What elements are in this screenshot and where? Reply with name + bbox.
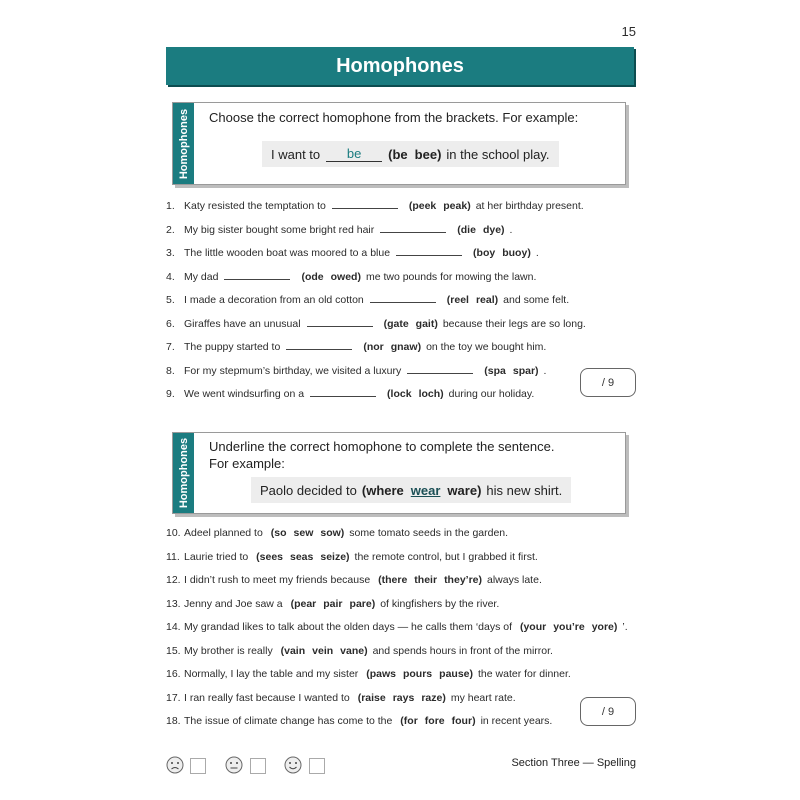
option-word[interactable]: pours [402, 668, 433, 680]
question-text: Laurie tried to [184, 550, 249, 563]
instruction-box-2 [172, 432, 626, 514]
question-text-end: at her birthday present. [475, 200, 584, 212]
question-number: 18. [166, 715, 181, 727]
question-number: 10. [166, 527, 181, 539]
answer-blank[interactable] [370, 292, 436, 303]
question-text: My brother is really [184, 644, 273, 657]
question-row [166, 386, 636, 400]
question-text-end: and spends hours in front of the mirror. [372, 644, 553, 657]
question-row [166, 363, 636, 377]
options: (so sew sow) [270, 527, 345, 539]
answer-blank[interactable] [332, 198, 398, 209]
example2-suffix: his new shirt. [486, 482, 563, 498]
question-row [166, 645, 636, 657]
option-word[interactable]: you’re [553, 621, 585, 633]
instruction-box-1 [172, 102, 626, 185]
question-number: 4. [166, 270, 175, 283]
option-word[interactable]: they’re [444, 574, 479, 586]
options: (nor gnaw) [363, 341, 422, 353]
question-number: 16. [166, 668, 181, 680]
question-text: We went windsurfing on a [184, 388, 305, 400]
option-word[interactable]: dye [482, 223, 502, 236]
options: (for fore four) [400, 715, 476, 727]
section-tab-1: Homophones [173, 103, 194, 184]
score-box-2: / 9 [580, 697, 636, 726]
question-text: I didn’t rush to meet my friends because [184, 574, 371, 586]
question-number: 2. [166, 223, 175, 236]
neutral-face-icon[interactable] [225, 756, 243, 774]
option-word[interactable]: sow [320, 527, 341, 539]
question-text: Jenny and Joe saw a [184, 597, 283, 610]
question-text-end: because their legs are so long. [442, 317, 586, 330]
options: (boy buoy) [473, 247, 531, 259]
question-row [166, 574, 636, 586]
options: (your you’re yore) [519, 621, 618, 633]
options: (reel real) [446, 294, 499, 306]
example-options: (be bee) [388, 146, 442, 162]
question-text-end: . [535, 247, 539, 259]
option-word[interactable]: loch [418, 388, 441, 400]
option-word[interactable]: their [414, 574, 438, 586]
option-word[interactable]: sees [259, 550, 283, 563]
question-row [166, 316, 636, 330]
example2-prefix: Paolo decided to [260, 482, 357, 498]
question-text-end: during our holiday. [448, 388, 535, 400]
question-text: My dad [184, 270, 219, 283]
question-number: 11. [166, 550, 180, 563]
question-number: 9. [166, 388, 175, 400]
example-box-1 [262, 141, 559, 167]
confidence-checkbox-1[interactable] [190, 758, 206, 774]
option-word[interactable]: seas [290, 550, 314, 563]
question-text-end: me two pounds for mowing the lawn. [365, 270, 537, 283]
answer-blank[interactable] [310, 386, 376, 397]
question-number: 17. [166, 691, 181, 704]
options: (spa spar) [484, 364, 539, 377]
option-word[interactable]: raise [361, 691, 386, 704]
option-word[interactable]: pear [294, 597, 317, 610]
section-tab-2: Homophones [173, 433, 194, 513]
answer-blank[interactable] [307, 316, 373, 327]
option-word[interactable]: reel [450, 294, 469, 306]
question-text: I ran really fast because I wanted to [184, 691, 350, 704]
question-row [166, 551, 636, 563]
options: (gate gait) [383, 317, 438, 330]
options: (sees seas seize) [256, 550, 350, 563]
answer-blank[interactable] [407, 363, 473, 374]
option-word[interactable]: pair [323, 597, 343, 610]
question-row [166, 692, 636, 704]
page-title-bar [166, 47, 634, 85]
question-text: Katy resisted the temptation to [184, 200, 326, 212]
question-text: My big sister bought some bright red hair [184, 223, 375, 236]
option-word[interactable]: yore [591, 621, 614, 633]
question-row [166, 292, 636, 306]
option-word[interactable]: for [403, 715, 418, 727]
option-word[interactable]: owed [330, 270, 358, 283]
option-word[interactable]: ode [304, 270, 324, 283]
question-text: Giraffes have an unusual [184, 317, 301, 330]
question-text: Normally, I lay the table and my sister [184, 668, 359, 680]
question-row [166, 222, 636, 236]
question-text-end: on the toy we bought him. [426, 341, 547, 353]
options: (lock loch) [387, 388, 444, 400]
option-word[interactable]: gnaw [390, 341, 418, 353]
question-text-end: ’. [622, 621, 628, 633]
question-text-end: my heart rate. [450, 691, 516, 704]
options: (vain vein vane) [280, 644, 368, 657]
page-title: Homophones [336, 54, 464, 77]
options: (ode owed) [301, 270, 361, 283]
option-word[interactable]: raze [421, 691, 443, 704]
section-footer: Section Three — Spelling [511, 757, 636, 769]
option-word[interactable]: paws [369, 668, 396, 680]
question-number: 14. [166, 621, 181, 633]
example2-options: (where wear ware) [361, 482, 482, 498]
option-word[interactable]: nor [366, 341, 384, 353]
question-text-end: some tomato seeds in the garden. [349, 527, 509, 539]
option-word[interactable]: pare [349, 597, 372, 610]
option-word[interactable]: four [451, 715, 473, 727]
question-number: 3. [166, 247, 175, 259]
question-text: The little wooden boat was moored to a blue [184, 247, 391, 259]
option-word[interactable]: so [274, 527, 287, 539]
question-row [166, 269, 636, 283]
option-word[interactable]: lock [390, 388, 412, 400]
option-word[interactable]: fore [424, 715, 445, 727]
option-word[interactable]: vane [340, 644, 365, 657]
instruction-text-2: Underline the correct homophone to complete the sentence. For example: [209, 439, 555, 471]
answer-blank[interactable] [380, 222, 446, 233]
option-word[interactable]: gate [387, 317, 409, 330]
options: (there their they’re) [378, 574, 482, 586]
question-text: The issue of climate change has come to the [184, 715, 393, 727]
page-number: 15 [621, 24, 636, 39]
options: (die dye) [457, 223, 505, 236]
option-word[interactable]: your [523, 621, 547, 633]
option-word[interactable]: there [381, 574, 408, 586]
answer-blank[interactable] [286, 339, 352, 350]
option-word[interactable]: seize [320, 550, 347, 563]
happy-face-icon[interactable] [284, 756, 302, 774]
option-word[interactable]: vain [284, 644, 306, 657]
question-text: Adeel planned to [184, 527, 263, 539]
option-word[interactable]: die [460, 223, 476, 236]
question-text: My grandad likes to talk about the olden days — he calls them ‘days of [184, 621, 513, 633]
options: (peek peak) [408, 200, 471, 212]
question-number: 12. [166, 574, 181, 586]
options: (raise rays raze) [357, 691, 446, 704]
options: (paws pours pause) [366, 668, 474, 680]
options: (pear pair pare) [290, 597, 376, 610]
example-answer: be [326, 146, 382, 162]
option-word[interactable]: real [475, 294, 495, 306]
question-number: 15. [166, 644, 181, 657]
option-word[interactable]: spar [512, 364, 536, 377]
question-row [166, 339, 636, 353]
example-box-2 [251, 477, 571, 503]
question-text-end: of kingfishers by the river. [380, 597, 500, 610]
confidence-checkbox-2[interactable] [250, 758, 266, 774]
question-text: The puppy started to [184, 341, 281, 353]
answer-blank[interactable] [396, 245, 462, 256]
option-word[interactable]: gait [415, 317, 435, 330]
sad-face-icon[interactable] [166, 756, 184, 774]
question-row [166, 527, 636, 539]
question-row [166, 198, 636, 212]
option-word[interactable]: pause [439, 668, 470, 680]
question-row [166, 245, 636, 259]
question-number: 5. [166, 294, 175, 306]
option-word[interactable]: peak [443, 200, 468, 212]
score-box-1: / 9 [580, 368, 636, 397]
option-word[interactable]: spa [487, 364, 506, 377]
question-text: I made a decoration from an old cotton [184, 294, 364, 306]
option-word[interactable]: buoy [502, 247, 528, 259]
answer-blank[interactable] [224, 269, 290, 280]
question-text-end: in recent years. [480, 715, 553, 727]
instruction-text-1: Choose the correct homophone from the brackets. For example: [209, 110, 579, 125]
question-text-end: . [543, 364, 547, 377]
question-text-end: the remote control, but I grabbed it first. [354, 550, 538, 563]
question-text: For my stepmum’s birthday, we visited a luxury [184, 364, 402, 377]
example-suffix: in the school play. [446, 146, 550, 162]
question-text-end: and some felt. [503, 294, 570, 306]
question-row [166, 598, 636, 610]
confidence-checkbox-3[interactable] [309, 758, 325, 774]
option-word[interactable]: boy [476, 247, 496, 259]
option-word[interactable]: rays [392, 691, 415, 704]
example-prefix: I want to [271, 146, 321, 162]
question-number: 13. [166, 597, 181, 610]
question-text-end: . [509, 223, 513, 236]
question-row [166, 715, 636, 727]
question-text-end: the water for dinner. [478, 668, 571, 680]
option-word[interactable]: sew [293, 527, 314, 539]
option-word[interactable]: peek [412, 200, 437, 212]
question-number: 1. [166, 200, 175, 212]
question-number: 7. [166, 341, 175, 353]
question-row [166, 668, 636, 680]
question-row [166, 621, 636, 633]
question-number: 6. [166, 317, 175, 330]
question-number: 8. [166, 364, 175, 377]
option-word[interactable]: vein [312, 644, 334, 657]
question-text-end: always late. [487, 574, 542, 586]
